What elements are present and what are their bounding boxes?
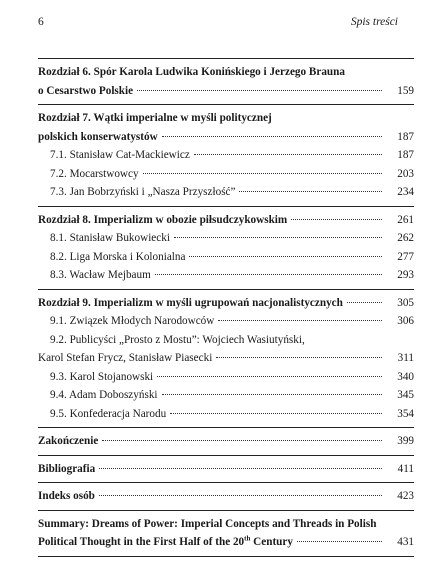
dot-leader: [216, 356, 382, 358]
page-ref: 187: [397, 130, 414, 143]
entry-title: 9.3. Karol Stojanowski: [50, 370, 154, 383]
entry-title-part: Political Thought in the First Half of the 20: [38, 536, 245, 548]
page-ref: 354: [397, 407, 414, 420]
dot-leader: [239, 190, 382, 192]
toc-entry-7-3: [38, 183, 414, 202]
toc-entry-8-3: [38, 266, 414, 285]
toc-entry-summary: [38, 515, 414, 552]
dot-leader: [162, 393, 382, 395]
toc-entry-chapter-8: [38, 211, 414, 230]
toc-section-summary: [38, 511, 414, 557]
toc-entry-chapter-7: [38, 109, 414, 146]
toc-section-chapter-7: [38, 105, 414, 207]
dot-leader: [162, 135, 382, 137]
dot-leader: [99, 494, 382, 496]
page-ref: 159: [397, 84, 414, 97]
entry-title: 8.3. Wacław Mejbaum: [50, 269, 151, 281]
toc-section-conclusion: [38, 428, 414, 456]
entry-title: Rozdział 8. Imperializm w obozie piłsudczykowskim: [38, 213, 288, 226]
page-header: [38, 16, 398, 28]
toc-entry-9-1: [38, 312, 414, 331]
dot-leader: [170, 412, 382, 414]
dot-leader: [137, 89, 382, 91]
page-ref: 234: [397, 186, 414, 198]
entry-title: Zakończenie: [38, 435, 99, 447]
page-ref: 399: [397, 435, 414, 447]
dot-leader: [143, 172, 382, 174]
page-ref: 431: [397, 536, 414, 548]
entry-title: Rozdział 6. Spór Karola Ludwika Konińskiego i Jerzego Brauna: [38, 66, 345, 78]
dot-leader: [194, 153, 382, 155]
dot-leader: [297, 540, 382, 542]
toc-entry-8-2: [38, 248, 414, 267]
toc-section-chapter-8: [38, 207, 414, 290]
toc-entry-9-2: [38, 331, 414, 368]
dot-leader: [157, 375, 382, 377]
entry-title: Bibliografia: [38, 462, 96, 475]
entry-title: 9.4. Adam Doboszyński: [50, 389, 158, 401]
page-number: 6: [38, 16, 44, 28]
toc-section-index: [38, 483, 414, 511]
entry-title: 9.1. Związek Młodych Narodowców: [50, 315, 215, 327]
entry-title: 7.1. Stanisław Cat-Mackiewicz: [50, 149, 190, 161]
dot-leader: [347, 301, 382, 303]
page-ref: 187: [397, 149, 414, 161]
dot-leader: [102, 439, 382, 441]
toc-entry-9-5: [38, 405, 414, 424]
toc-section-bibliography: [38, 456, 414, 484]
dot-leader: [218, 319, 382, 321]
running-title: Spis treści: [350, 16, 398, 28]
toc-entry-index: [38, 487, 414, 506]
page-ref: 340: [397, 370, 414, 383]
toc-entry-9-3: [38, 368, 414, 387]
entry-title-cont: o Cesarstwo Polskie: [38, 84, 134, 97]
dot-leader: [189, 255, 382, 257]
toc-entry-chapter-9: [38, 294, 414, 313]
entry-title: 9.2. Publicyści „Prosto z Mostu”: Wojciech Wasiutyński,: [50, 333, 305, 346]
page-ref: 423: [397, 490, 414, 502]
page-ref: 345: [397, 389, 414, 401]
dot-leader: [99, 467, 382, 469]
dot-leader: [155, 273, 382, 275]
page-ref: 203: [397, 167, 414, 180]
page-ref: 262: [397, 232, 414, 244]
dot-leader: [291, 218, 382, 220]
page-ref: 277: [397, 250, 414, 263]
entry-title: 7.3. Jan Bobrzyński i „Nasza Przyszłość”: [50, 186, 236, 198]
toc-entry-9-4: [38, 386, 414, 405]
entry-title-part: Century: [250, 536, 293, 548]
page-ref: 306: [397, 315, 414, 327]
superscript: th: [244, 534, 251, 543]
entry-title: 8.1. Stanisław Bukowiecki: [50, 232, 170, 244]
toc-entry-chapter-6: [38, 63, 414, 100]
entry-title-cont: [38, 533, 293, 552]
entry-title-cont: polskich konserwatystów: [38, 130, 158, 143]
page-ref: 261: [397, 213, 414, 226]
entry-title: Rozdział 7. Wątki imperialne w myśli politycznej: [38, 112, 272, 124]
toc-entry-bibliography: [38, 460, 414, 479]
toc-entry-8-1: [38, 229, 414, 248]
entry-title: 7.2. Mocarstwowcy: [50, 167, 139, 180]
toc-section-chapter-6: [38, 59, 414, 105]
table-of-contents: [38, 58, 414, 557]
toc-section-chapter-9: [38, 290, 414, 429]
toc-entry-conclusion: [38, 432, 414, 451]
toc-entry-7-2: [38, 165, 414, 184]
toc-entry-7-1: [38, 146, 414, 165]
page-ref: 293: [397, 269, 414, 281]
entry-title: Rozdział 9. Imperializm w myśli ugrupowań nacjonalistycznych: [38, 296, 343, 309]
entry-title: Summary: Dreams of Power: Imperial Concepts and Threads in Polish: [38, 517, 377, 530]
entry-title: 9.5. Konfederacja Narodu: [50, 407, 167, 420]
dot-leader: [174, 236, 382, 238]
page-ref: 311: [397, 352, 414, 364]
entry-title: 8.2. Liga Morska i Kolonialna: [50, 250, 186, 263]
entry-title-cont: Karol Stefan Frycz, Stanisław Piasecki: [38, 352, 213, 364]
entry-title: Indeks osób: [38, 490, 95, 502]
page-ref: 305: [397, 296, 414, 309]
page-ref: 411: [397, 462, 414, 475]
